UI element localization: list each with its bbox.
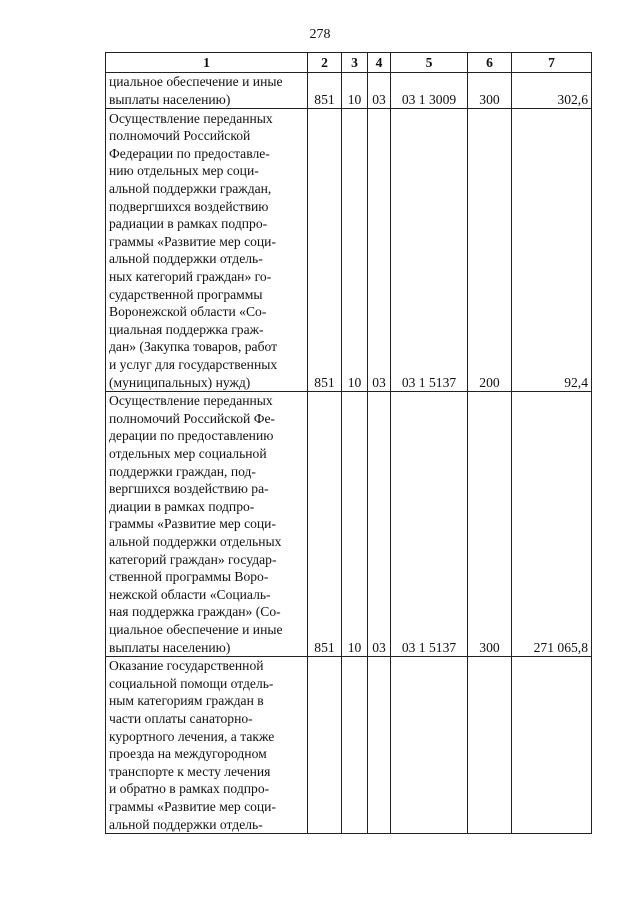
column-header-4: 4 [368,53,391,73]
row-description: Осуществление переданных полномочий Российской Федерации по предоставле- нию отдельных мер соци- альной поддержки граждан, подвергшихся воздействию радиации в рамках подпро- граммы «Развитие мер соци- альной поддержки отдель- ных категорий граждан» го- сударственной программы Воронежской области «Со- циальная поддержка граж- дан» (Закупка товаров, работ и услуг для государственных (муниципальных) нужд) [106,109,308,392]
section-code: 10 [342,109,368,392]
row-description: Оказание государственной социальной помощи отдель- ным категориям граждан в части оплаты санаторно- курортного лечения, а также проезда на междугородном транспорте к месту лечения и обратно в рамках подпро- граммы «Развитие мер соци- альной поддержки отдель- [106,657,308,834]
target-article-code: 03 1 5137 [391,392,468,657]
target-article-code: 03 1 5137 [391,109,468,392]
page-number: 278 [309,27,331,42]
subsection-code: 03 [368,73,391,109]
target-article-code [391,657,468,834]
subsection-code: 03 [368,392,391,657]
amount: 271 065,8 [512,392,592,657]
amount: 92,4 [512,109,592,392]
section-code: 10 [342,73,368,109]
budget-table [105,52,592,834]
expense-type-code: 300 [468,73,512,109]
ministry-code: 851 [308,73,342,109]
expense-type-code: 200 [468,109,512,392]
column-header-5: 5 [391,53,468,73]
section-code: 10 [342,392,368,657]
target-article-code: 03 1 3009 [391,73,468,109]
table-row [106,73,592,109]
subsection-code [368,657,391,834]
expense-type-code [468,657,512,834]
table-row [106,657,592,834]
row-description: Осуществление переданных полномочий Российской Фе- дерации по предоставлению отдельных мер социальной поддержки граждан, под- вергшихся воздействию ра- диации в рамках подпро- граммы «Развитие мер соци- альной поддержки отдельных категорий граждан» государ- ственной программы Воро- нежской области «Социаль- ная поддержка граждан» (Со- циальное обеспечение и иные выплаты населению) [106,392,308,657]
amount [512,657,592,834]
column-header-7: 7 [512,53,592,73]
ministry-code: 851 [308,392,342,657]
column-header-6: 6 [468,53,512,73]
row-description: циальное обеспечение и иные выплаты населению) [106,73,308,109]
table-row [106,109,592,392]
column-header-2: 2 [308,53,342,73]
expense-type-code: 300 [468,392,512,657]
amount: 302,6 [512,73,592,109]
table-row [106,392,592,657]
subsection-code: 03 [368,109,391,392]
column-header-1: 1 [106,53,308,73]
header-row [106,53,592,73]
ministry-code [308,657,342,834]
section-code [342,657,368,834]
column-header-3: 3 [342,53,368,73]
ministry-code: 851 [308,109,342,392]
